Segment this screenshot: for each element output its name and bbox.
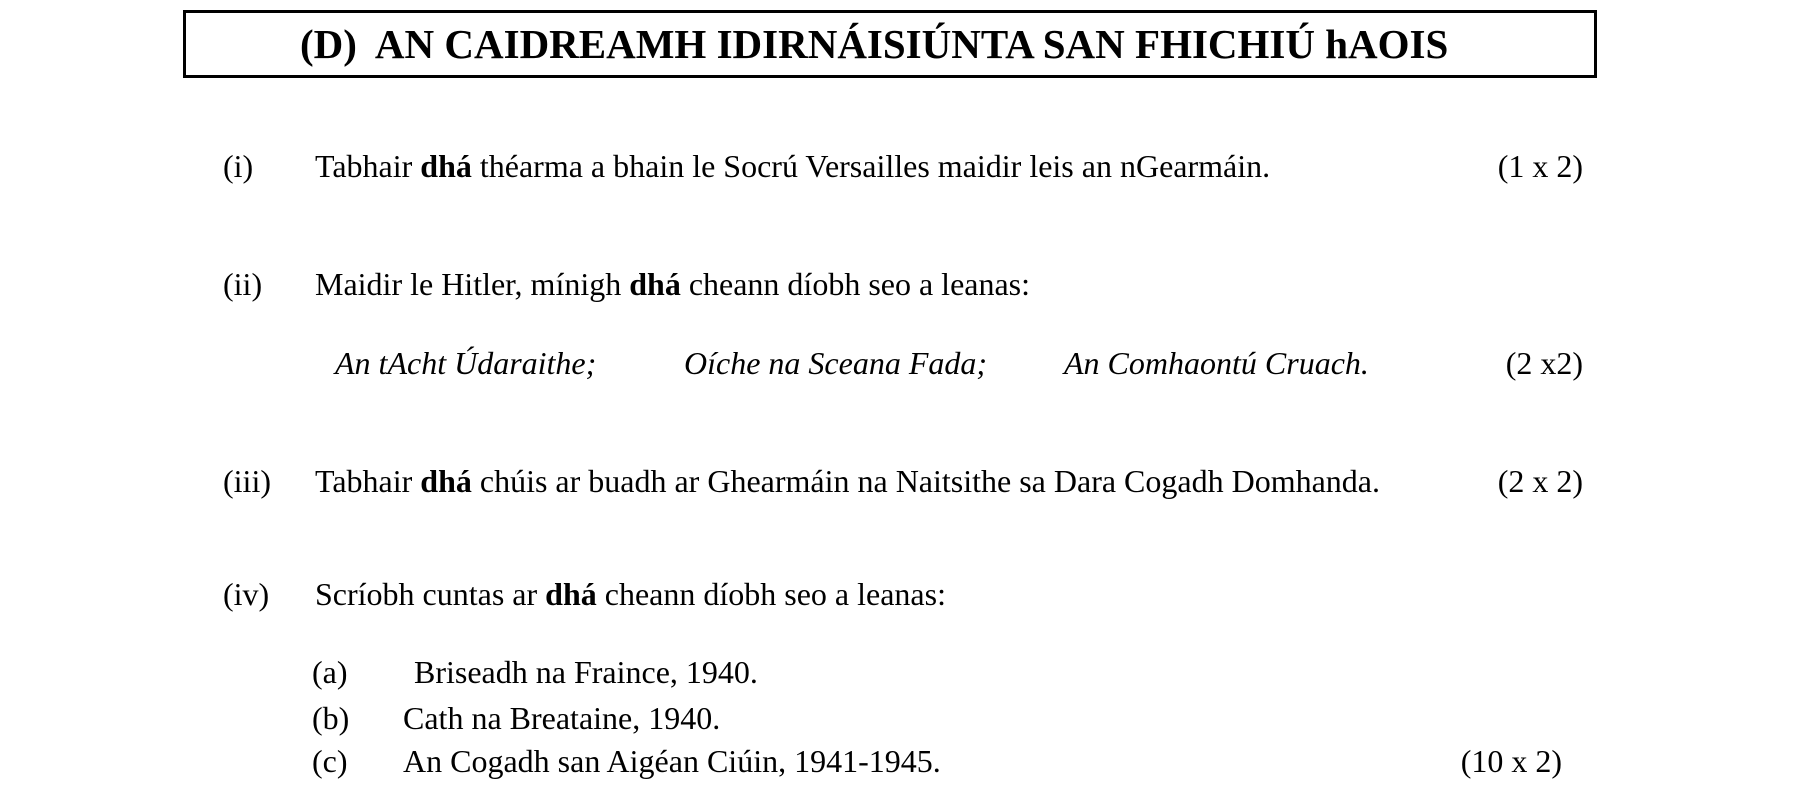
sub-item-a-text: Briseadh na Fraince, 1940. [414, 654, 758, 690]
question-iii-marks: (2 x 2) [1497, 463, 1583, 499]
question-iii-line [0, 465, 1818, 505]
sub-item-a-line [0, 656, 1818, 696]
section-title: AN CAIDREAMH IDIRNÁISIÚNTA SAN FHICHIÚ hAOIS [374, 21, 1449, 67]
question-iv-number: (iv) [223, 576, 270, 612]
sub-item-b-label: (b) [312, 700, 350, 736]
question-iii-text-bold: dhá [420, 463, 472, 499]
sub-item-a-label: (a) [312, 654, 348, 690]
question-ii-options-line [0, 347, 1818, 387]
option-phrase-1: An tAcht Údaraithe; [335, 345, 597, 381]
sub-item-c-text: An Cogadh san Aigéan Ciúin, 1941-1945. [403, 743, 941, 779]
question-ii-marks: (2 x2) [1505, 345, 1583, 381]
option-phrase-3: An Comhaontú Cruach. [1064, 345, 1369, 381]
question-i-text [315, 150, 1270, 182]
question-ii-text-prefix: Maidir le Hitler, mínigh [315, 266, 630, 302]
question-i-text-suffix: théarma a bhain le Socrú Versailles maidir leis an nGearmáin. [471, 148, 1271, 184]
question-ii-text [315, 268, 1030, 300]
section-label: (D) [300, 21, 357, 67]
question-iii-text [315, 465, 1380, 497]
question-i-line [0, 150, 1818, 190]
sub-item-c-marks: (10 x 2) [1460, 743, 1562, 779]
question-i-number: (i) [223, 148, 254, 184]
question-iii-number: (iii) [223, 463, 271, 499]
sub-item-c-label: (c) [312, 743, 348, 779]
question-iv-line [0, 578, 1818, 618]
question-iii-text-suffix: chúis ar buadh ar Ghearmáin na Naitsithe sa Dara Cogadh Domhanda. [471, 463, 1380, 499]
question-ii-number: (ii) [223, 266, 263, 302]
sub-item-b-text: Cath na Breataine, 1940. [403, 700, 721, 736]
question-ii-text-suffix: cheann díobh seo a leanas: [680, 266, 1031, 302]
question-ii-line [0, 268, 1818, 308]
question-iv-text [315, 578, 946, 610]
question-iv-text-prefix: Scríobh cuntas ar [315, 576, 546, 612]
question-iv-text-bold: dhá [545, 576, 597, 612]
question-iii-text-prefix: Tabhair [315, 463, 421, 499]
sub-item-b-line [0, 702, 1818, 742]
sub-item-c-line [0, 745, 1818, 785]
question-i-marks: (1 x 2) [1497, 148, 1583, 184]
section-header-box [183, 10, 1597, 78]
option-phrase-2: Oíche na Sceana Fada; [684, 345, 988, 381]
question-i-text-bold: dhá [420, 148, 472, 184]
question-i-text-prefix: Tabhair [315, 148, 421, 184]
question-ii-text-bold: dhá [629, 266, 681, 302]
question-iv-text-suffix: cheann díobh seo a leanas: [596, 576, 946, 612]
